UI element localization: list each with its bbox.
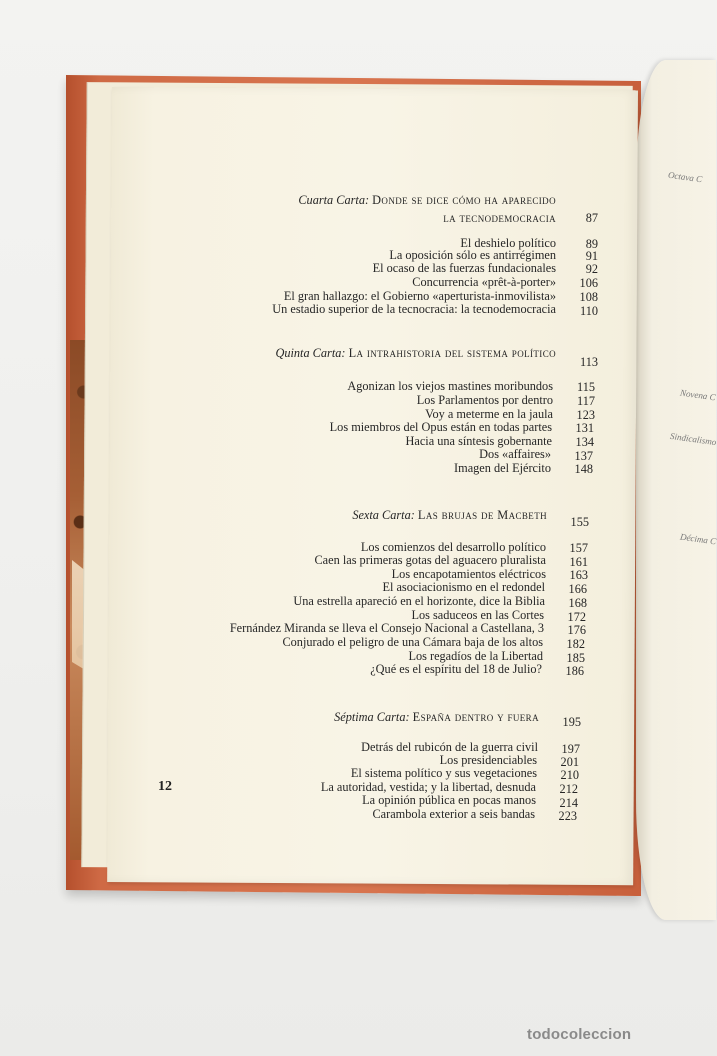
section-heading <box>275 347 556 360</box>
toc-entry: La autoridad, vestida; y la libertad, desnuda <box>320 780 536 794</box>
toc-entry-page: 106 <box>579 276 598 290</box>
toc-entry-page: 134 <box>575 435 594 449</box>
toc-entry-page: 182 <box>566 637 585 651</box>
toc-entry-page: 185 <box>566 651 585 665</box>
toc-entry: Los miembros del Opus están en todas partes <box>329 420 552 434</box>
toc-entry-page: 117 <box>577 394 595 408</box>
section-heading <box>298 194 556 207</box>
toc-entry-page: 186 <box>565 664 584 678</box>
toc-entry: Los saduceos en las Cortes <box>411 608 544 622</box>
toc-entry: El gran hallazgo: el Gobierno «aperturista-inmovilista» <box>283 289 556 303</box>
toc-entry: El ocaso de las fuerzas fundacionales <box>372 261 556 275</box>
toc-entry: Los Parlamentos por dentro <box>416 393 553 407</box>
toc-entry-page: 212 <box>559 782 578 796</box>
toc-entry: Los regadíos de la Libertad <box>408 649 543 663</box>
section-page-number: 87 <box>585 211 598 225</box>
toc-entry: La opinión pública en pocas manos <box>362 793 536 807</box>
toc-entry: Caen las primeras gotas del aguacero pluralista <box>314 553 546 567</box>
section-heading <box>334 711 539 724</box>
toc-entry-page: 123 <box>576 408 595 422</box>
toc-entry-page: 176 <box>567 623 586 637</box>
watermark-logo: todocoleccion <box>527 1026 632 1043</box>
section-heading-caps: Las brujas de Macbeth <box>417 508 547 522</box>
toc-entry-page: 131 <box>575 421 594 435</box>
toc-entry-page: 137 <box>574 449 593 463</box>
toc-entry: Los presidenciables <box>439 753 537 767</box>
section-heading-caps: Donde se dice cómo ha aparecido <box>372 193 556 207</box>
toc-entry: La oposición sólo es antirrégimen <box>389 248 556 262</box>
toc-entry: Hacia una síntesis gobernante <box>405 434 552 448</box>
toc-entry-page: 163 <box>569 568 588 582</box>
toc-entry: Carambola exterior a seis bandas <box>372 807 535 821</box>
toc-entry-page: 201 <box>560 755 579 769</box>
toc-entry: Conjurado el peligro de una Cámara baja de los altos <box>282 635 543 649</box>
section-heading-italic: Quinta Carta: <box>275 346 346 360</box>
section-page-number: 195 <box>562 715 581 729</box>
toc-entry-page: 108 <box>579 290 598 304</box>
toc-entry: Voy a meterme en la jaula <box>425 407 553 421</box>
toc-entry-page: 210 <box>560 768 579 782</box>
toc-entry: El asociacionismo en el redondel <box>382 580 545 594</box>
toc-entry: Agonizan los viejos mastines moribundos <box>347 379 553 393</box>
toc-entry: Una estrella apareció en el horizonte, dice la Biblia <box>293 594 545 608</box>
section-page-number: 155 <box>570 515 589 529</box>
toc-entry: El sistema político y sus vegetaciones <box>350 766 537 780</box>
toc-entry: Un estadio superior de la tecnocracia: la tecnodemocracia <box>272 302 556 316</box>
toc-entry: Los encapotamientos eléctricos <box>391 567 546 581</box>
section-heading-caps-continued: la tecnodemocracia <box>443 211 556 225</box>
toc-entry: Detrás del rubicón de la guerra civil <box>361 740 538 754</box>
section-heading-italic: Séptima Carta: <box>334 710 410 724</box>
section-heading-caps: España dentro y fuera <box>412 710 539 724</box>
toc-entry-page: 166 <box>568 582 587 596</box>
toc-entry-page: 91 <box>585 249 598 263</box>
toc-entry-page: 148 <box>574 462 593 476</box>
toc-entry: Fernández Miranda se lleva el Consejo Nacional a Castellana, 3 <box>229 621 544 635</box>
toc-entry-page: 197 <box>561 742 580 756</box>
section-heading-italic: Sexta Carta: <box>352 508 415 522</box>
facing-page-fragment: Sindicalismo <box>669 430 717 448</box>
toc-entry-page: 89 <box>585 237 598 251</box>
toc-entry-page: 172 <box>567 610 586 624</box>
toc-entry-page: 214 <box>559 796 578 810</box>
facing-page-fragment: Octava C <box>667 169 703 185</box>
toc-entry-page: 92 <box>585 262 598 276</box>
toc-entry-page: 168 <box>568 596 587 610</box>
toc-entry: ¿Qué es el espíritu del 18 de Julio? <box>370 662 542 676</box>
toc-entry: Concurrencia «prêt-à-porter» <box>412 275 556 289</box>
toc-entry: Imagen del Ejército <box>454 461 551 475</box>
section-heading-italic: Cuarta Carta: <box>298 193 370 207</box>
toc-entry-page: 115 <box>577 380 595 394</box>
section-heading-caps: La intrahistoria del sistema político <box>348 346 556 360</box>
section-heading <box>352 509 547 522</box>
toc-entry: Dos «affaires» <box>479 447 551 461</box>
toc-entry-page: 161 <box>569 555 588 569</box>
toc-entry-page: 110 <box>580 304 598 318</box>
section-page-number: 113 <box>580 355 598 369</box>
toc-entry: Los comienzos del desarrollo político <box>360 540 546 554</box>
toc-entry-page: 157 <box>569 541 588 555</box>
page-number: 12 <box>158 779 172 794</box>
facing-page-fragment: Décima C <box>679 531 717 547</box>
toc-entry-page: 223 <box>558 809 577 823</box>
toc-entry: El deshielo político <box>460 236 556 250</box>
facing-page-fragment: Novena C <box>679 387 717 403</box>
